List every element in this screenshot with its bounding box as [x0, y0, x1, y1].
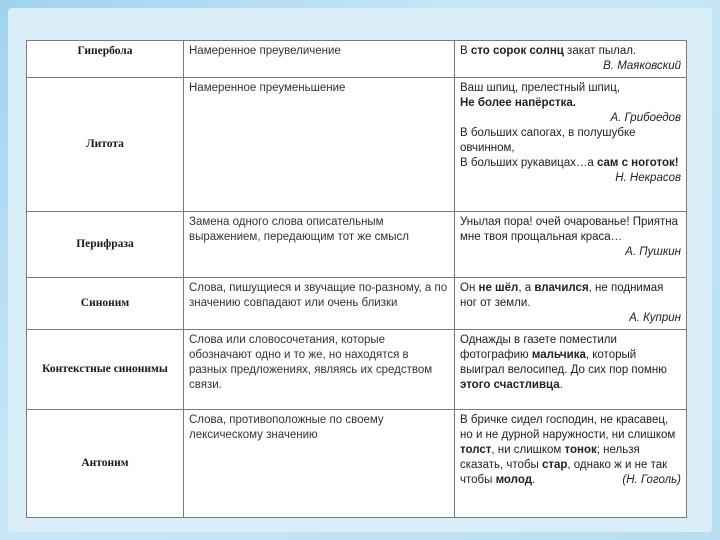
term-hyperbole: Гипербола — [77, 45, 133, 57]
example-highlight: стар — [541, 459, 568, 471]
example-text: Ваш шпиц, прелестный шпиц, — [460, 82, 620, 94]
example-text: , не поднимая ног от земли. — [460, 282, 664, 309]
term-cell — [27, 41, 184, 78]
example-highlight: не шёл — [478, 282, 519, 294]
example-cell — [455, 330, 687, 410]
example-text: . — [532, 474, 536, 486]
table-row — [27, 330, 687, 410]
example-author: Н. Некрасов — [615, 172, 681, 184]
literary-devices-table — [26, 40, 687, 518]
definition-cell — [184, 78, 455, 212]
term-litotes: Литота — [86, 138, 124, 150]
example-cell — [455, 41, 687, 78]
example-highlight: тонок — [564, 444, 597, 456]
example-highlight: мальчика — [531, 349, 586, 361]
example-author: В. Маяковский — [603, 60, 681, 72]
definition-text: Намеренное преуменьшение — [189, 82, 346, 94]
example-text: В — [460, 45, 471, 57]
definition-text: Слова, противоположные по своему лексическому значению — [189, 414, 384, 441]
table-row — [27, 41, 687, 78]
example-highlight: сто сорок солнц — [470, 45, 564, 57]
example-text: В бричке сидел господин, не красавец, но и не дурной наружности, ни слишком — [460, 414, 676, 441]
example-highlight: молод — [495, 474, 532, 486]
term-contextual-synonyms: Контекстные синонимы — [42, 363, 168, 375]
table-row — [27, 78, 687, 212]
table-row — [27, 212, 687, 278]
example-text: закат пылал. — [563, 45, 637, 57]
definition-cell — [184, 410, 455, 518]
definition-cell — [184, 212, 455, 278]
definition-text: Замена одного слова описательным выражением, передающим тот же смысл — [189, 216, 410, 243]
term-cell — [27, 330, 184, 410]
example-text: , а — [518, 282, 535, 294]
term-antonym: Антоним — [81, 457, 129, 469]
example-text: , однако ж и не так чтобы — [460, 459, 668, 486]
example-cell — [455, 78, 687, 212]
definition-text: Слова или словосочетания, которые обозначают одно и то же, но находятся в разных предложениях, являясь их средством связи. — [189, 334, 433, 391]
example-cell — [455, 410, 687, 518]
definition-cell — [184, 278, 455, 330]
example-highlight: сам с ноготок! — [596, 157, 679, 169]
example-highlight: влачился — [534, 282, 589, 294]
example-text: ; нельзя сказать, чтобы — [460, 444, 640, 471]
term-cell — [27, 278, 184, 330]
example-highlight: толст — [460, 444, 492, 456]
term-periphrasis: Перифраза — [76, 238, 134, 250]
example-text: , ни слишком — [491, 444, 565, 456]
example-text: , который выиграл велосипед. До сих пор помню — [460, 349, 667, 376]
term-cell — [27, 410, 184, 518]
term-cell — [27, 212, 184, 278]
definition-cell — [184, 41, 455, 78]
example-text: Унылая пора! очей очарованье! Приятна мне твоя прощальная краса… — [460, 216, 679, 243]
table-row — [27, 278, 687, 330]
example-text: . — [559, 379, 563, 391]
term-cell — [27, 78, 184, 212]
example-text: В больших рукавицах…а — [460, 157, 597, 169]
definition-text: Слова, пишущиеся и звучащие по-разному, а по значению совпадают или очень близки — [189, 282, 448, 309]
example-highlight: Не более напёрстка. — [460, 97, 576, 109]
table-row — [27, 410, 687, 518]
example-author: А. Пушкин — [625, 246, 681, 258]
example-author: А. Куприн — [629, 312, 681, 324]
example-text: Он — [460, 282, 479, 294]
example-author: (Н. Гоголь) — [622, 474, 681, 486]
example-cell — [455, 278, 687, 330]
example-text: В больших сапогах, в полушубке овчинном, — [460, 127, 636, 154]
example-text: Однажды в газете поместили фотографию — [460, 334, 617, 361]
example-highlight: этого счастливца — [460, 379, 560, 391]
example-author: А. Грибоедов — [610, 112, 681, 124]
example-cell — [455, 212, 687, 278]
definition-text: Намеренное преувеличение — [189, 45, 341, 57]
term-synonym: Синоним — [80, 297, 130, 309]
definition-cell — [184, 330, 455, 410]
